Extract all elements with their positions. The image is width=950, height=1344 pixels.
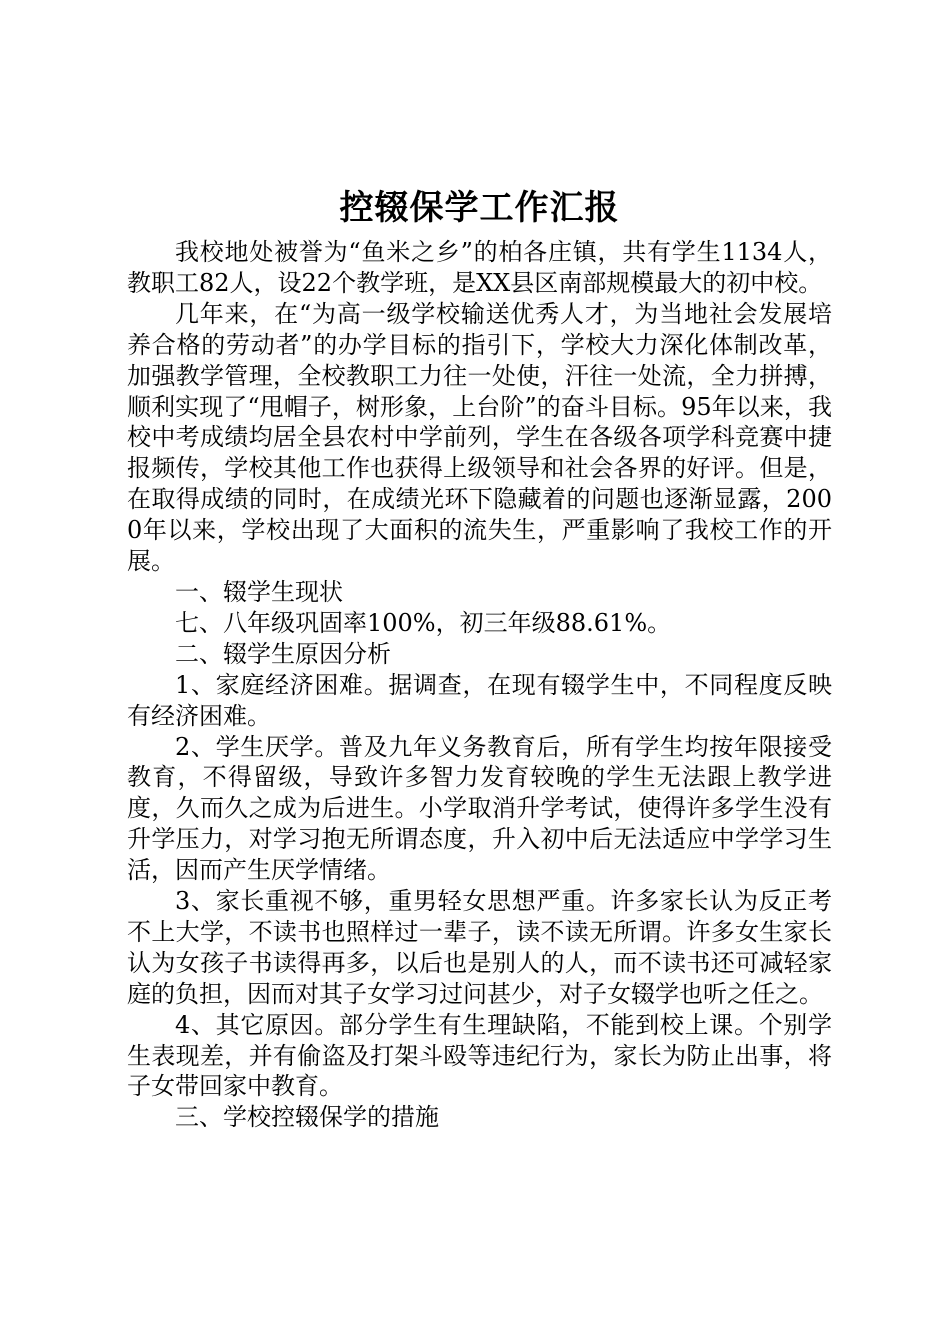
paragraph-cause-other: 4、其它原因。部分学生有生理缺陷，不能到校上课。个别学生表现差，并有偷盗及打架斗殴等违纪行为，家长为防止出事，将子女带回家中教育。 bbox=[127, 1010, 832, 1101]
section-heading-status: 一、辍学生现状 bbox=[175, 577, 343, 606]
paragraph-cause-economic: 1、家庭经济困难。据调查，在现有辍学生中，不同程度反映有经济困难。 bbox=[127, 670, 832, 730]
paragraph-intro: 我校地处被誉为“鱼米之乡”的柏各庄镇，共有学生1134人，教职工82人，设22个教学班，是XX县区南部规模最大的初中校。 bbox=[127, 238, 832, 297]
paragraph-background: 几年来，在“为高一级学校输送优秀人才，为当地社会发展培养合格的劳动者”的办学目标的指引下，学校大力深化体制改革，加强教学管理，全校教职工力往一处使，汗往一处流，全力拼搏，顺利实现了“甩帽子，树形象，上台阶”的奋斗目标。95年以来，我校中考成绩均居全县农村中学前列，学生在各级各项学科竞赛中捷报频传，学校其他工作也获得上级领导和社会各界的好评。但是，在取得成绩的同时，在成绩光环下隐藏着的问题也逐渐显露，2000年以来，学校出现了大面积的流失生，严重影响了我校工作的开展。 bbox=[127, 299, 832, 576]
paragraph-retention-rate: 七、八年级巩固率100%，初三年级88.61%。 bbox=[175, 608, 672, 637]
section-heading-causes: 二、辍学生原因分析 bbox=[175, 639, 391, 668]
document-page bbox=[127, 183, 832, 1133]
document-title: 控辍保学工作汇报 bbox=[339, 188, 620, 228]
section-heading-measures: 三、学校控辍保学的措施 bbox=[175, 1103, 439, 1132]
paragraph-cause-parents: 3、家长重视不够，重男轻女思想严重。许多家长认为反正考不上大学，不读书也照样过一辈子，读不读无所谓。许多女生家长认为女孩子书读得再多，以后也是别人的人，而不读书还可减轻家庭的负担，因而对其子女学习过问甚少，对子女辍学也听之任之。 bbox=[127, 887, 832, 1008]
paragraph-cause-aversion: 2、学生厌学。普及九年义务教育后，所有学生均按年限接受教育，不得留级，导致许多智力发育较晚的学生无法跟上教学进度，久而久之成为后进生。小学取消升学考试，使得许多学生没有升学压力，对学习抱无所谓态度，升入初中后无法适应中学学习生活，因而产生厌学情绪。 bbox=[127, 732, 832, 885]
